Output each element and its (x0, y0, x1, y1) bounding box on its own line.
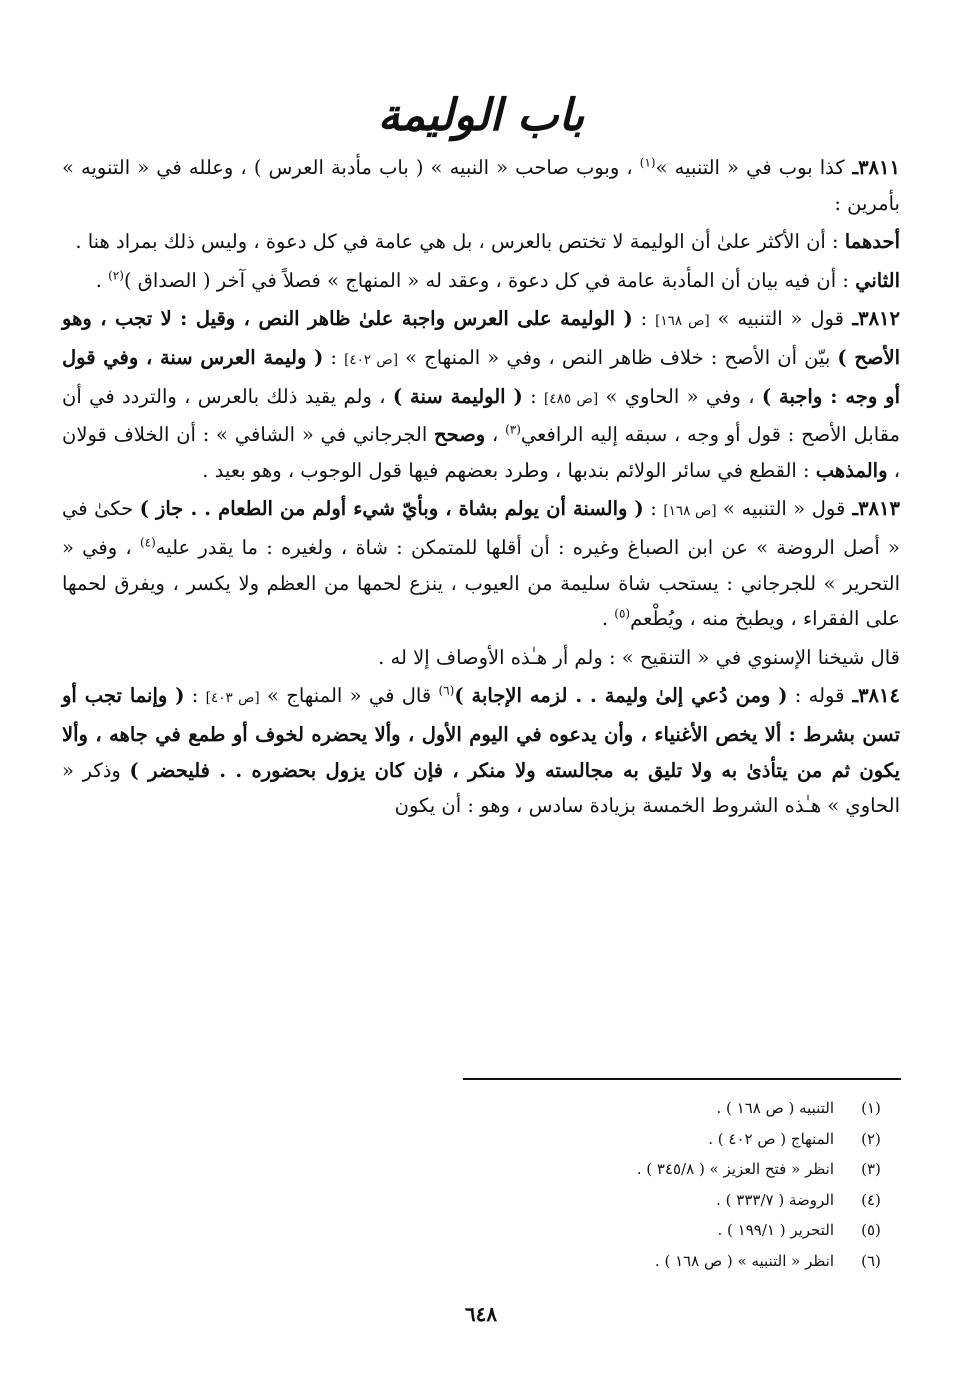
footnote (62, 1093, 900, 1124)
bold-text: ( الوليمة سنة ) (392, 384, 523, 408)
text-run: : أن الأكثر علىٰ أن الوليمة لا تختص بالعرس ، بل هي عامة في كل دعوة ، وليس ذلك بمراد هنا . (75, 230, 845, 254)
footnote-marker: (٥) (614, 606, 631, 621)
bold-text: والمذهب (815, 458, 888, 482)
paragraph (62, 491, 900, 636)
paragraph (62, 263, 900, 299)
text-run: قول « التنبيه » (716, 497, 846, 521)
text-run: : (632, 307, 656, 331)
text-run: : أن فيه بيان أن المأدبة عامة في كل دعوة ، وعقد له « المنهاج » فصلاً في آخر ( الصداق ) (123, 268, 856, 292)
footnote-text: انظر « التنبيه » ( ص ١٦٨ ) . (654, 1251, 834, 1270)
page-reference: [ص ٤٠٢] (344, 351, 398, 368)
footnote-number: (١) (861, 1099, 881, 1117)
bold-text: أحدهما (844, 230, 900, 254)
text-run: ، وفي « الحاوي » (598, 384, 762, 408)
bold-text: ( ومن دُعي إلىٰ وليمة . . لزمه الإجابة ) (454, 684, 788, 708)
text-run: : (184, 684, 206, 708)
footnote-number: (٦) (861, 1251, 881, 1270)
page-reference: [ص ٤٠٣] (205, 690, 260, 707)
footnote-marker: (٢) (108, 268, 124, 283)
bold-text: ( وإنما تجب أو تسن بشرط : ألا يخص الأغنياء ، وأن يدعوه في اليوم الأول ، وألا يحضره لخوف أو طمع في جاهه ، وألا يكون ثم من يتأذىٰ به ولا تليق به مجالسته ولا منكر ، فإن كان يزول بحضوره . . فليحضر ) (62, 684, 900, 782)
paragraph (62, 150, 900, 221)
text-run: وذكر « الحاوي » هـٰذه الشروط الخمسة بزيادة سادس ، وهو : أن يكون (62, 758, 900, 818)
footnote-text: التحرير ( ١٩٩/١ ) . (717, 1221, 834, 1239)
text-run: : القطع في سائر الولائم بندبها ، وطرد بعضهم فيها قول الوجوب ، وهو بعيد . (202, 458, 816, 482)
text-run: ، وبوب صاحب « النبيه » ( باب مأدبة العرس ) ، وعلله في « التنويه » بأمرين : (62, 156, 900, 215)
text-run: . (601, 607, 615, 631)
bold-text: ٣٨١١ـ (844, 156, 900, 179)
footnote (62, 1154, 900, 1185)
text-run: بيّن أن الأصح : خلاف ظاهر النص ، وفي « المنهاج » (397, 345, 838, 369)
text-run: : (323, 345, 345, 369)
bold-text: وصحح (434, 423, 486, 447)
chapter-title: باب الوليمة (377, 90, 585, 141)
book-page (62, 0, 900, 1391)
footnote-number: (٣) (861, 1160, 881, 1178)
bold-text: ( وليمة العرس سنة ، وفي قول أو وجه : واجبة ) (62, 345, 901, 408)
footnote-text: المنهاج ( ص ٤٠٢ ) . (708, 1129, 834, 1148)
bold-text: ٣٨١٢ـ (843, 307, 900, 331)
footnote (62, 1185, 900, 1216)
text-run: قال شيخنا الإسنوي في « التنقيح » : ولم أر هـٰذه الأوصاف إلا له . (378, 645, 900, 669)
page-reference: [ص ١٦٨] (663, 503, 717, 520)
text-run: : (522, 384, 545, 408)
text-run: قول « التنبيه » (709, 307, 844, 331)
text-run: حكىٰ في « أصل الروضة » عن ابن الصباغ وغيره : أن أقلها للمتمكن : شاة ، ولغيره : ما يقدر عليه (62, 497, 900, 559)
bold-text: ( الوليمة على العرس واجبة علىٰ ظاهر النص ، وقيل : لا تجب ، وهو الأصح ) (62, 307, 901, 369)
footnote-text: التنبيه ( ص ١٦٨ ) . (716, 1099, 834, 1117)
footnote-divider (463, 1078, 901, 1080)
text-run: ، (485, 423, 506, 447)
bold-text: ٣٨١٤ـ (844, 684, 900, 708)
text-run: : (643, 497, 664, 521)
footnotes (62, 1093, 900, 1276)
text-run: ، ولم يقيد ذلك بالعرس ، والتردد في أن مقابل الأصح : قول أو وجه ، سبقه إليه الرافعي (62, 384, 900, 447)
footnote (62, 1246, 900, 1277)
bold-text: ( والسنة أن يولم بشاة ، وبأيّ شيء أولم من الطعام . . جاز ) (139, 497, 644, 521)
text-run: . (95, 268, 109, 292)
footnote-text: انظر « فتح العزيز » ( ٣٤٥/٨ ) . (636, 1160, 834, 1178)
bold-text: الثاني (855, 268, 900, 292)
text-run: ، وفي « التحرير » للجرجاني : يستحب شاة سليمة من العيوب ، ينزع لحمها من العظم ولا يكسر ، ويفرق لحمها على الفقراء ، ويطبخ منه ، ويُطْعم (62, 535, 900, 631)
paragraph (62, 678, 900, 823)
paragraph (62, 640, 900, 676)
footnote-marker: (٤) (139, 535, 156, 550)
paragraph (62, 224, 900, 260)
page-reference: [ص ١٦٨] (655, 313, 710, 330)
footnote-marker: (١) (639, 155, 656, 170)
body-text (62, 150, 900, 827)
footnote (62, 1215, 900, 1246)
bold-text: ٣٨١٣ـ (845, 497, 900, 521)
text-run: قال في « المنهاج » (259, 684, 439, 708)
footnote-marker: (٦) (438, 683, 455, 698)
footnote (62, 1124, 900, 1155)
footnote-number: (٢) (861, 1129, 881, 1148)
text-run: الجرجاني في « الشافي » : أن الخلاف قولان ، (62, 423, 900, 482)
page-number: ٦٤٨ (464, 1302, 498, 1326)
page-reference: [ص ٤٨٥] (544, 390, 599, 407)
text-run: قوله : (787, 684, 845, 708)
text-run: كذا بوب في « التنبيه » (655, 156, 845, 179)
footnote-text: الروضة ( ٣٣٣/٧ ) . (716, 1190, 834, 1209)
paragraph (62, 301, 900, 488)
footnote-marker: (٣) (505, 422, 521, 437)
footnote-number: (٥) (861, 1221, 881, 1239)
footnote-number: (٤) (861, 1190, 881, 1209)
